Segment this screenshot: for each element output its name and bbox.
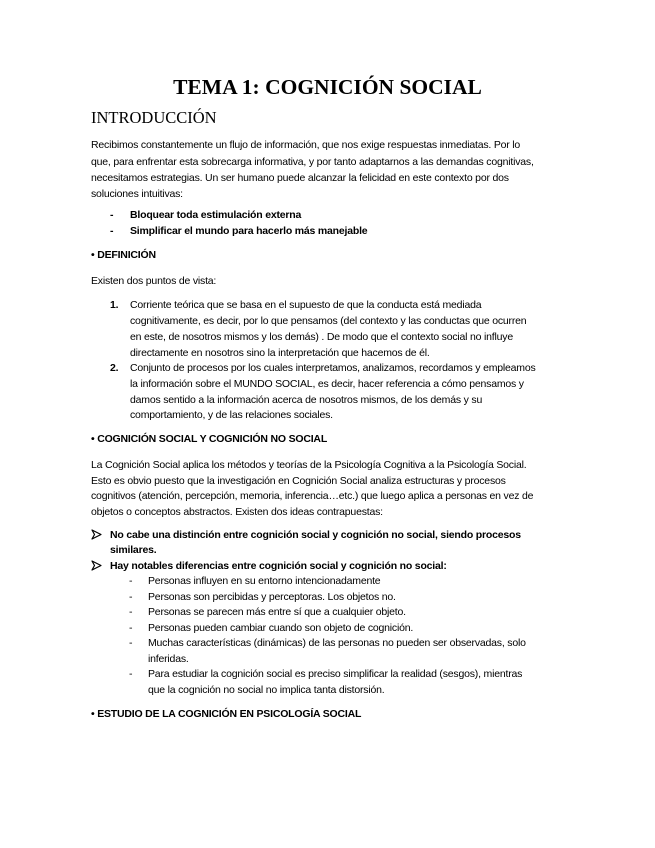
list-item-line: cognitivamente, es decir, por lo que pensamos (del contexto y las conductas que ocurren [130,315,527,327]
list-number: 1. [110,299,119,311]
dash-bullet-icon: - [129,575,133,587]
page-title: TEMA 1: COGNICIÓN SOCIAL [173,75,482,99]
list-number: 2. [110,362,119,374]
section-heading-definicion: • DEFINICIÓN [91,249,156,261]
list-item: Simplificar el mundo para hacerlo más manejable [130,225,368,237]
section-heading-estudio: • ESTUDIO DE LA COGNICIÓN EN PSICOLOGÍA SOCIAL [91,708,362,720]
section-heading-comparacion: • COGNICIÓN SOCIAL Y COGNICIÓN NO SOCIAL [91,433,328,445]
list-item-line: Conjunto de procesos por los cuales interpretamos, analizamos, recordamos y empleamos [130,362,536,374]
list-item-line: Muchas características (dinámicas) de las personas no pueden ser observadas, solo [148,637,526,649]
paragraph-line: Existen dos puntos de vista: [91,275,217,287]
arrowhead-bullet-icon [91,529,103,541]
paragraph-line: soluciones intuitivas: [91,188,183,200]
list-item-line: Hay notables diferencias entre cognición social y cognición no social: [110,560,447,572]
list-item-line: Personas se parecen más entre sí que a cualquier objeto. [148,606,406,618]
list-item-line: Personas influyen en su entorno intencionadamente [148,575,381,587]
dash-bullet-icon: - [110,209,114,221]
dash-bullet-icon: - [129,637,133,649]
list-item-line: similares. [110,544,157,556]
list-item-line: Personas son percibidas y perceptoras. Los objetos no. [148,591,396,603]
section-heading-introduccion: INTRODUCCIÓN [91,108,217,127]
dash-bullet-icon: - [110,225,114,237]
list-item-line: Personas pueden cambiar cuando son objeto de cognición. [148,622,414,634]
list-item-line: Corriente teórica que se basa en el supuesto de que la conducta está mediada [130,299,482,311]
list-item-line: en este, de nosotros mismos y los demás) . De modo que el contexto social no influye [130,331,513,343]
list-item: Bloquear toda estimulación externa [130,209,302,221]
dash-bullet-icon: - [129,606,133,618]
paragraph-line: Esto es obvio puesto que la investigación en Cognición Social analiza estructuras y procesos [91,475,506,487]
arrowhead-bullet-icon [91,560,103,572]
list-item-line: damos sentido a la información acerca de nosotros mismos, de los demás y su [130,394,483,406]
paragraph-line: cognitivos (atención, percepción, memoria, inferencia…etc.) que luego aplica a personas en vez de [91,490,534,502]
paragraph-line: necesitamos estrategias. Un ser humano puede alcanzar la felicidad en este contexto por dos [91,172,509,184]
paragraph-line: objetos o conceptos abstractos. Existen dos ideas contrapuestas: [91,506,383,518]
list-item-line: No cabe una distinción entre cognición social y cognición no social, siendo procesos [110,529,521,541]
paragraph-line: La Cognición Social aplica los métodos y teorías de la Psicología Cognitiva a la Psicología Social. [91,459,527,471]
list-item-line: comportamiento, y de las relaciones sociales. [130,409,333,421]
list-item-line: inferidas. [148,653,189,665]
dash-bullet-icon: - [129,668,133,680]
paragraph-line: que, para enfrentar esta sobrecarga informativa, y por tanto adaptarnos a las demandas cognitivas, [91,156,534,168]
dash-bullet-icon: - [129,622,133,634]
dash-bullet-icon: - [129,591,133,603]
list-item-line: que la cognición no social no implica tanta distorsión. [148,684,385,696]
list-item-line: la información sobre el MUNDO SOCIAL, es decir, hacer referencia a cómo pensamos y [130,378,524,390]
list-item-line: Para estudiar la cognición social es preciso simplificar la realidad (sesgos), mientras [148,668,523,680]
paragraph-line: Recibimos constantemente un flujo de información, que nos exige respuestas inmediatas. Por lo [91,139,521,151]
list-item-line: directamente en nosotros sino la interpretación que hacemos de él. [130,347,430,359]
